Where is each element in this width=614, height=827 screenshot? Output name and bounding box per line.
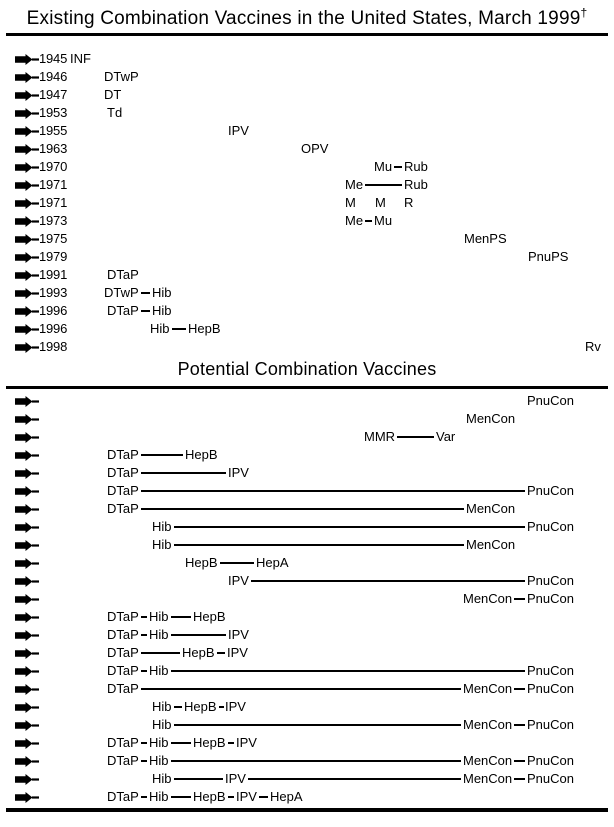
- year-label: 1945: [39, 51, 68, 66]
- timeline-row: [0, 104, 614, 122]
- year-label: 1946: [39, 69, 68, 84]
- vaccine-label: IPV: [228, 465, 249, 480]
- connector-line: [141, 292, 150, 294]
- vaccine-label: DTaP: [107, 789, 139, 804]
- vaccine-label: DTaP: [107, 645, 139, 660]
- vaccine-label: MMR: [364, 429, 396, 444]
- vaccine-label: MenCon: [463, 771, 513, 786]
- right-arrow-icon: [15, 576, 39, 587]
- timeline-row: [0, 86, 614, 104]
- combo-row: [0, 788, 614, 806]
- existing-section-title: [0, 0, 614, 31]
- connector-line: [141, 688, 461, 690]
- combo-row: [0, 770, 614, 788]
- right-arrow-icon: [15, 180, 39, 191]
- year-label: 1996: [39, 321, 68, 336]
- vaccine-label: IPV: [228, 123, 249, 138]
- vaccine-label: HepB: [185, 555, 218, 570]
- combo-row: [0, 500, 614, 518]
- vaccine-label: INF: [70, 51, 91, 66]
- vaccine-label: PnuCon: [527, 519, 574, 534]
- vaccine-label: HepA: [256, 555, 289, 570]
- right-arrow-icon: [15, 720, 39, 731]
- right-arrow-icon: [15, 648, 39, 659]
- vaccine-label: Hib: [152, 771, 172, 786]
- connector-line: [141, 490, 525, 492]
- timeline-row: [0, 122, 614, 140]
- connector-line: [228, 796, 234, 798]
- vaccine-label: DTaP: [107, 303, 139, 318]
- right-arrow-icon: [15, 738, 39, 749]
- right-arrow-icon: [15, 504, 39, 515]
- connector-line: [259, 796, 268, 798]
- vaccine-label: PnuCon: [527, 591, 574, 606]
- timeline-row: [0, 230, 614, 248]
- vaccine-label: DTaP: [107, 627, 139, 642]
- vaccine-label: MenCon: [463, 717, 513, 732]
- vaccine-label: Hib: [152, 285, 172, 300]
- right-arrow-icon: [15, 612, 39, 623]
- vaccine-label: Me: [345, 213, 364, 228]
- connector-line: [514, 760, 525, 762]
- connector-line: [141, 652, 180, 654]
- timeline-row: [0, 176, 614, 194]
- vaccine-label: HepB: [184, 699, 217, 714]
- right-arrow-icon: [15, 234, 39, 245]
- connector-line: [141, 634, 147, 636]
- vaccine-label: Hib: [149, 609, 169, 624]
- connector-line: [174, 544, 464, 546]
- combo-row: [0, 608, 614, 626]
- right-arrow-icon: [15, 306, 39, 317]
- vaccine-label: Mu: [374, 159, 393, 174]
- vaccine-label: HepB: [185, 447, 218, 462]
- vaccine-label: Hib: [149, 663, 169, 678]
- right-arrow-icon: [15, 450, 39, 461]
- right-arrow-icon: [15, 144, 39, 155]
- connector-line: [141, 670, 147, 672]
- connector-line: [171, 616, 191, 618]
- vaccine-label: IPV: [236, 789, 257, 804]
- vaccine-label: DTaP: [107, 501, 139, 516]
- vaccine-label: PnuCon: [527, 663, 574, 678]
- right-arrow-icon: [15, 216, 39, 227]
- timeline-row: [0, 194, 614, 212]
- vaccine-label: Rv: [585, 339, 601, 354]
- vaccine-label: DTaP: [107, 681, 139, 696]
- connector-line: [219, 706, 224, 708]
- connector-line: [141, 454, 183, 456]
- combo-row: [0, 518, 614, 536]
- right-arrow-icon: [15, 774, 39, 785]
- right-arrow-icon: [15, 252, 39, 263]
- combo-row: [0, 482, 614, 500]
- connector-line: [365, 220, 372, 222]
- right-arrow-icon: [15, 684, 39, 695]
- right-arrow-icon: [15, 90, 39, 101]
- timeline-row: [0, 302, 614, 320]
- potential-rows-container: [0, 392, 614, 806]
- vaccine-label: HepA: [270, 789, 303, 804]
- vaccine-label: DTaP: [107, 447, 139, 462]
- right-arrow-icon: [15, 108, 39, 119]
- connector-line: [141, 310, 150, 312]
- vaccine-label: HepB: [193, 735, 226, 750]
- right-arrow-icon: [15, 630, 39, 641]
- combo-row: [0, 716, 614, 734]
- right-arrow-icon: [15, 54, 39, 65]
- vaccine-label: Hib: [152, 717, 172, 732]
- vaccine-label: IPV: [225, 699, 246, 714]
- vaccine-label: Hib: [149, 627, 169, 642]
- vaccine-label: Hib: [149, 789, 169, 804]
- right-arrow-icon: [15, 126, 39, 137]
- right-arrow-icon: [15, 702, 39, 713]
- timeline-row: [0, 212, 614, 230]
- vaccine-label: Hib: [149, 735, 169, 750]
- right-arrow-icon: [15, 162, 39, 173]
- combo-row: [0, 446, 614, 464]
- vaccine-label: HepB: [182, 645, 215, 660]
- bottom-rule: [6, 808, 608, 812]
- vaccine-label: IPV: [227, 645, 248, 660]
- vaccine-label: PnuCon: [527, 753, 574, 768]
- year-label: 1971: [39, 177, 68, 192]
- timeline-row: [0, 50, 614, 68]
- vaccine-label: DTaP: [107, 609, 139, 624]
- combo-row: [0, 464, 614, 482]
- vaccine-label: Rub: [404, 159, 428, 174]
- vaccine-label: DTaP: [107, 465, 139, 480]
- right-arrow-icon: [15, 468, 39, 479]
- vaccine-label: HepB: [193, 609, 226, 624]
- potential-rule: [6, 386, 608, 389]
- year-label: 1963: [39, 141, 68, 156]
- connector-line: [217, 652, 225, 654]
- timeline-row: [0, 158, 614, 176]
- connector-line: [141, 616, 147, 618]
- timeline-row: [0, 248, 614, 266]
- vaccine-label: MenCon: [466, 501, 516, 516]
- existing-rows-container: [0, 50, 614, 356]
- vaccine-label: MenCon: [466, 411, 516, 426]
- connector-line: [514, 598, 525, 600]
- vaccine-label: MenCon: [463, 681, 513, 696]
- connector-line: [141, 472, 226, 474]
- right-arrow-icon: [15, 72, 39, 83]
- connector-line: [174, 706, 182, 708]
- right-arrow-icon: [15, 198, 39, 209]
- vaccine-label: MenCon: [463, 753, 513, 768]
- connector-line: [248, 778, 461, 780]
- combo-row: [0, 428, 614, 446]
- combo-row: [0, 554, 614, 572]
- vaccine-label: Rub: [404, 177, 428, 192]
- year-label: 1970: [39, 159, 68, 174]
- combo-row: [0, 590, 614, 608]
- right-arrow-icon: [15, 666, 39, 677]
- connector-line: [141, 742, 147, 744]
- connector-line: [174, 724, 461, 726]
- combo-row: [0, 680, 614, 698]
- vaccine-label: DTwP: [104, 69, 139, 84]
- vaccine-label: Me: [345, 177, 364, 192]
- vaccine-label: DTaP: [107, 267, 139, 282]
- vaccine-label: M: [375, 195, 386, 210]
- connector-line: [397, 436, 434, 438]
- vaccine-label: Hib: [150, 321, 170, 336]
- year-label: 1998: [39, 339, 68, 354]
- year-label: 1996: [39, 303, 68, 318]
- combo-row: [0, 644, 614, 662]
- vaccine-label: PnuCon: [527, 573, 574, 588]
- year-label: 1971: [39, 195, 68, 210]
- connector-line: [172, 328, 186, 330]
- timeline-row: [0, 284, 614, 302]
- right-arrow-icon: [15, 756, 39, 767]
- year-label: 1955: [39, 123, 68, 138]
- combo-row: [0, 572, 614, 590]
- connector-line: [220, 562, 254, 564]
- combo-row: [0, 734, 614, 752]
- connector-line: [171, 670, 525, 672]
- connector-line: [365, 184, 402, 186]
- right-arrow-icon: [15, 558, 39, 569]
- vaccine-label: IPV: [228, 627, 249, 642]
- year-label: 1979: [39, 249, 68, 264]
- right-arrow-icon: [15, 432, 39, 443]
- vaccine-label: HepB: [188, 321, 221, 336]
- vaccine-label: R: [404, 195, 414, 210]
- connector-line: [514, 724, 525, 726]
- connector-line: [171, 742, 191, 744]
- timeline-row: [0, 68, 614, 86]
- vaccine-label: MenCon: [463, 591, 513, 606]
- vaccine-label: DTaP: [107, 483, 139, 498]
- vaccine-label: PnuCon: [527, 717, 574, 732]
- vaccine-label: Hib: [152, 303, 172, 318]
- timeline-row: [0, 338, 614, 356]
- right-arrow-icon: [15, 792, 39, 803]
- vaccine-label: Hib: [152, 699, 172, 714]
- vaccine-label: MenCon: [466, 537, 516, 552]
- right-arrow-icon: [15, 324, 39, 335]
- connector-line: [228, 742, 234, 744]
- vaccine-label: Mu: [374, 213, 393, 228]
- vaccine-label: PnuPS: [528, 249, 569, 264]
- right-arrow-icon: [15, 270, 39, 281]
- potential-section-title: Potential Combination Vaccines: [177, 359, 437, 379]
- vaccine-label: PnuCon: [527, 393, 574, 408]
- vaccine-label: HepB: [193, 789, 226, 804]
- connector-line: [514, 778, 525, 780]
- vaccine-label: DTaP: [107, 753, 139, 768]
- timeline-row: [0, 140, 614, 158]
- connector-line: [251, 580, 525, 582]
- combo-row: [0, 536, 614, 554]
- timeline-row: [0, 320, 614, 338]
- year-label: 1991: [39, 267, 68, 282]
- vaccine-label: Var: [436, 429, 456, 444]
- right-arrow-icon: [15, 594, 39, 605]
- timeline-row: [0, 266, 614, 284]
- connector-line: [514, 688, 525, 690]
- connector-line: [394, 166, 402, 168]
- right-arrow-icon: [15, 342, 39, 353]
- vaccine-label: M: [345, 195, 356, 210]
- vaccine-label: DTwP: [104, 285, 139, 300]
- vaccine-label: OPV: [301, 141, 329, 156]
- vaccine-label: DTaP: [107, 663, 139, 678]
- vaccine-label: Hib: [149, 753, 169, 768]
- vaccine-label: PnuCon: [527, 483, 574, 498]
- year-label: 1993: [39, 285, 68, 300]
- connector-line: [174, 778, 223, 780]
- vaccine-label: Hib: [152, 519, 172, 534]
- combo-row: [0, 626, 614, 644]
- vaccine-label: IPV: [225, 771, 246, 786]
- vaccine-label: PnuCon: [527, 771, 574, 786]
- connector-line: [171, 796, 191, 798]
- right-arrow-icon: [15, 288, 39, 299]
- right-arrow-icon: [15, 522, 39, 533]
- vaccine-label: MenPS: [464, 231, 507, 246]
- combo-row: [0, 392, 614, 410]
- connector-line: [141, 760, 147, 762]
- combo-row: [0, 698, 614, 716]
- right-arrow-icon: [15, 540, 39, 551]
- vaccine-label: Td: [107, 105, 123, 120]
- connector-line: [174, 526, 525, 528]
- year-label: 1953: [39, 105, 68, 120]
- year-label: 1975: [39, 231, 68, 246]
- year-label: 1973: [39, 213, 68, 228]
- vaccine-label: DT: [104, 87, 122, 102]
- vaccine-label: IPV: [228, 573, 249, 588]
- right-arrow-icon: [15, 486, 39, 497]
- title-rule: [6, 33, 608, 36]
- connector-line: [171, 760, 461, 762]
- connector-line: [141, 508, 464, 510]
- year-label: 1947: [39, 87, 68, 102]
- right-arrow-icon: [15, 414, 39, 425]
- vaccine-label: DTaP: [107, 735, 139, 750]
- combo-row: [0, 752, 614, 770]
- dagger-footnote-mark: †: [580, 5, 588, 20]
- combo-row: [0, 410, 614, 428]
- vaccine-label: Hib: [152, 537, 172, 552]
- right-arrow-icon: [15, 396, 39, 407]
- vaccine-label: PnuCon: [527, 681, 574, 696]
- connector-line: [171, 634, 226, 636]
- combo-row: [0, 662, 614, 680]
- vaccine-label: IPV: [236, 735, 257, 750]
- connector-line: [141, 796, 147, 798]
- existing-title-text: Existing Combination Vaccines in the United States, March 1999: [26, 8, 581, 29]
